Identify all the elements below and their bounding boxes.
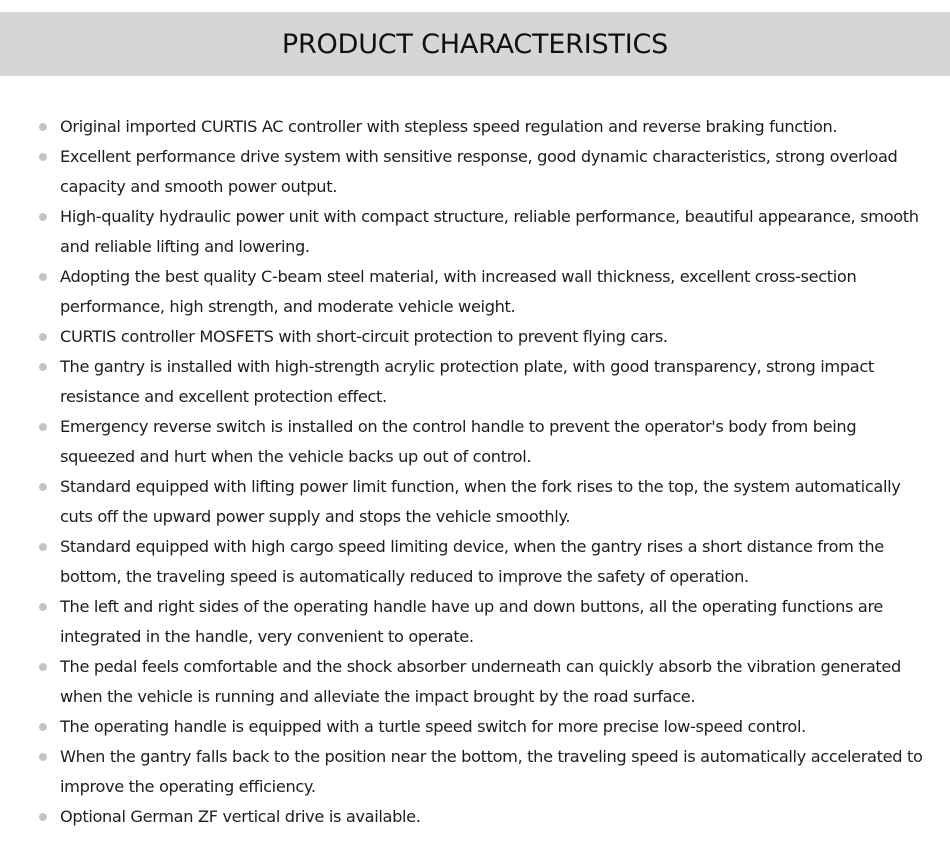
bullet-icon <box>39 123 47 131</box>
feature-text: The left and right sides of the operating handle have up and down buttons, all the operating functions are integrated in the handle, very convenient to operate. <box>60 597 884 646</box>
bullet-icon <box>39 663 47 671</box>
feature-list <box>0 112 950 832</box>
bullet-icon <box>39 273 47 281</box>
list-item <box>0 202 950 262</box>
feature-text: Adopting the best quality C-beam steel material, with increased wall thickness, excellent cross-section performance, high strength, and moderate vehicle weight. <box>60 267 857 316</box>
bullet-icon <box>39 753 47 761</box>
feature-text: The operating handle is equipped with a turtle speed switch for more precise low-speed control. <box>60 717 806 736</box>
bullet-icon <box>39 153 47 161</box>
list-item <box>0 532 950 592</box>
bullet-icon <box>39 483 47 491</box>
bullet-icon <box>39 543 47 551</box>
list-item <box>0 262 950 322</box>
list-item <box>0 112 950 142</box>
page-title: PRODUCT CHARACTERISTICS <box>281 28 669 60</box>
bullet-icon <box>39 813 47 821</box>
bullet-icon <box>39 213 47 221</box>
list-item <box>0 592 950 652</box>
feature-text: Optional German ZF vertical drive is available. <box>60 807 421 826</box>
feature-text: The gantry is installed with high-strength acrylic protection plate, with good transparency, strong impact resistance and excellent protection effect. <box>60 357 874 406</box>
list-item <box>0 472 950 532</box>
list-item <box>0 142 950 202</box>
feature-text: CURTIS controller MOSFETS with short-circuit protection to prevent flying cars. <box>60 327 668 346</box>
bullet-icon <box>39 363 47 371</box>
feature-text: High-quality hydraulic power unit with compact structure, reliable performance, beautiful appearance, smooth and reliable lifting and lowering. <box>60 207 919 256</box>
list-item <box>0 352 950 412</box>
list-item <box>0 412 950 472</box>
bullet-icon <box>39 603 47 611</box>
list-item <box>0 652 950 712</box>
list-item <box>0 712 950 742</box>
header-band <box>0 12 950 76</box>
feature-text: Original imported CURTIS AC controller with stepless speed regulation and reverse braking function. <box>60 117 838 136</box>
feature-text: Emergency reverse switch is installed on the control handle to prevent the operator's body from being squeezed and hurt when the vehicle backs up out of control. <box>60 417 857 466</box>
feature-text: Excellent performance drive system with sensitive response, good dynamic characteristics, strong overload capacity and smooth power output. <box>60 147 898 196</box>
feature-text: When the gantry falls back to the position near the bottom, the traveling speed is automatically accelerated to improve the operating efficiency. <box>60 747 923 796</box>
bullet-icon <box>39 333 47 341</box>
feature-text: Standard equipped with high cargo speed limiting device, when the gantry rises a short distance from the bottom, the traveling speed is automatically reduced to improve the safety of operation. <box>60 537 884 586</box>
list-item <box>0 802 950 832</box>
list-item <box>0 742 950 802</box>
bullet-icon <box>39 423 47 431</box>
feature-text: The pedal feels comfortable and the shock absorber underneath can quickly absorb the vibration generated when the vehicle is running and alleviate the impact brought by the road surface. <box>60 657 901 706</box>
bullet-icon <box>39 723 47 731</box>
feature-text: Standard equipped with lifting power limit function, when the fork rises to the top, the system automatically cuts off the upward power supply and stops the vehicle smoothly. <box>60 477 901 526</box>
list-item <box>0 322 950 352</box>
